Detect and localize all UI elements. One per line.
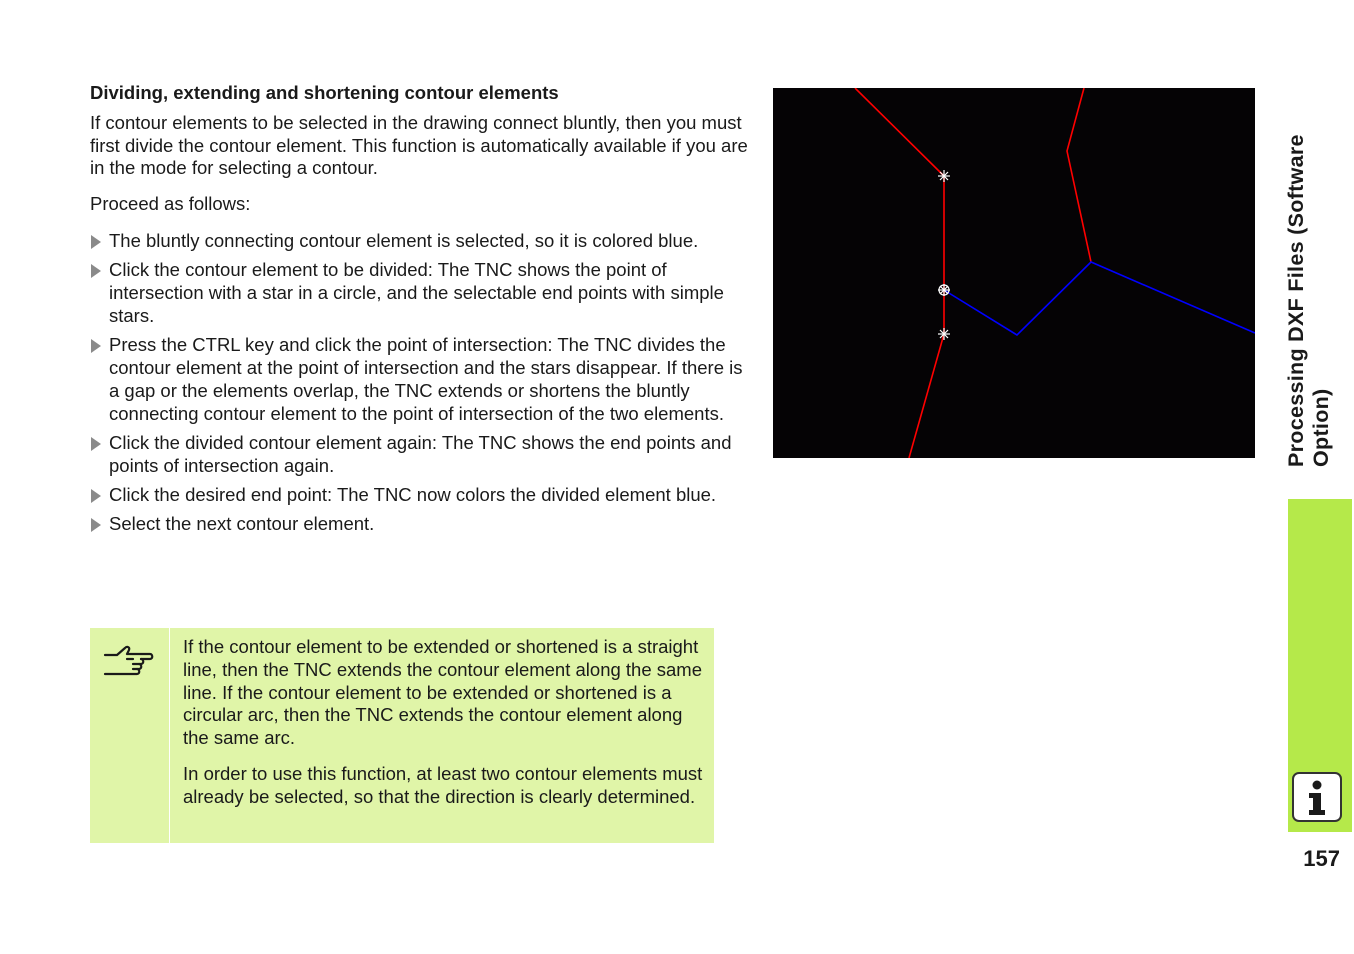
- proceed-label: Proceed as follows:: [90, 193, 251, 214]
- triangle-bullet-icon: [91, 437, 101, 451]
- list-item: [90, 259, 750, 327]
- note-text: [183, 636, 703, 822]
- pointing-hand-icon: [103, 643, 155, 679]
- list-item: [90, 432, 750, 478]
- step-text: Click the divided contour element again: The TNC shows the end points and points of intersection again.: [109, 431, 732, 476]
- steps-list: [90, 230, 750, 543]
- contour-drawing: [773, 88, 1255, 458]
- page-number: 157: [1303, 846, 1340, 871]
- triangle-bullet-icon: [91, 518, 101, 532]
- step-text: Click the desired end point: The TNC now colors the divided element blue.: [109, 483, 717, 505]
- note-box: [90, 628, 714, 843]
- step-text: The bluntly connecting contour element is selected, so it is colored blue.: [109, 230, 699, 251]
- step-text: Click the contour element to be divided: The TNC shows the point of intersection with a star in a circle, and the selectable end points with simple stars.: [109, 259, 724, 326]
- intro-paragraph: If contour elements to be selected in the drawing connect bluntly, then you must first divide the contour element. This function is automatically available if you are in the mode for selecting a contour.: [90, 112, 748, 178]
- red-contour-left: [855, 88, 944, 458]
- blue-contour: [944, 262, 1255, 335]
- note-icon-cell: [90, 628, 170, 843]
- chapter-title: Processing DXF Files (Software Option): [1284, 134, 1333, 467]
- red-contour-right: [1067, 88, 1091, 262]
- list-item: [90, 334, 750, 425]
- note-paragraph: If the contour element to be extended or shortened is a straight line, then the TNC extends the contour element along the same line. If the contour element to be extended or shortened is a circular arc, then the TNC extends the contour element along the same arc.: [183, 636, 703, 749]
- list-item: [90, 513, 750, 536]
- intersection-star-circle-icon[interactable]: [938, 284, 950, 296]
- step-text: Press the CTRL key and click the point of intersection: The TNC divides the contour element at the point of intersection and the stars disappear. If there is a gap or the elements overlap, the TNC extends or shortens the bluntly connecting contour element to the point of intersection of the two elements.: [109, 334, 743, 424]
- triangle-bullet-icon: [91, 339, 101, 353]
- triangle-bullet-icon: [91, 489, 101, 503]
- triangle-bullet-icon: [91, 235, 101, 249]
- triangle-bullet-icon: [91, 264, 101, 278]
- chapter-title-vertical: [1284, 95, 1344, 467]
- list-item: [90, 484, 750, 507]
- info-icon: [1292, 772, 1342, 822]
- step-text: Select the next contour element.: [109, 513, 375, 535]
- list-item: [90, 230, 750, 253]
- contour-figure: [773, 88, 1255, 458]
- section-heading: Dividing, extending and shortening contour elements: [90, 82, 559, 103]
- note-paragraph: In order to use this function, at least two contour elements must already be selected, so that the direction is clearly determined.: [183, 762, 703, 807]
- end-point-star-icon[interactable]: [938, 328, 950, 340]
